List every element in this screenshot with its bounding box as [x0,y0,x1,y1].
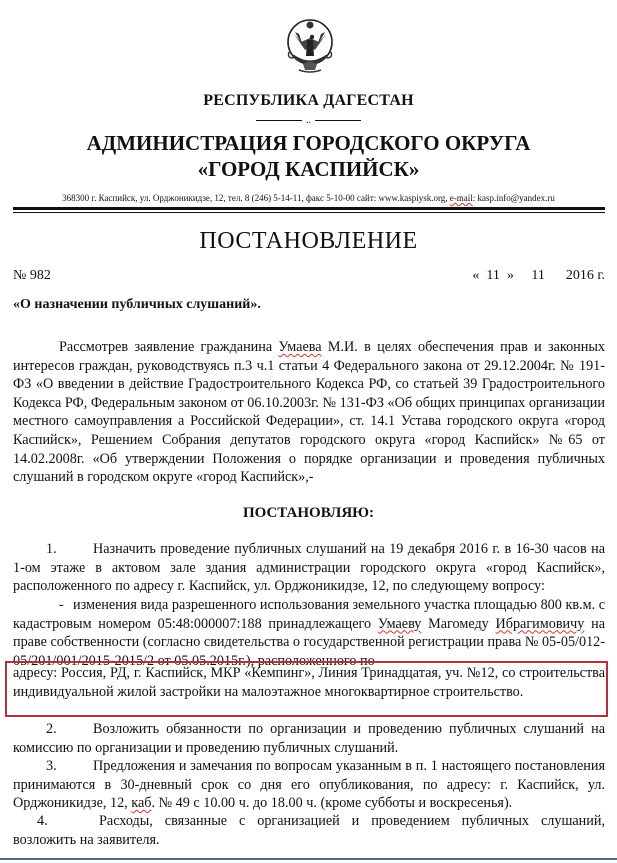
republic-name: РЕСПУБЛИКА ДАГЕСТАН [203,92,414,109]
administration-title-line1: АДМИНИСТРАЦИЯ ГОРОДСКОГО ОКРУГА [86,131,531,155]
item-number: 4. [37,813,48,829]
contacts-email: : kasp.info@yandex.ru [472,193,555,203]
header-rule-thick [13,207,605,210]
subitem-text: Магомеду [421,615,496,632]
item-text: Назначить проведение публичных слушаний на 19 декабря 2016 г. в 16-30 часов на 1-ом этаже в актовом зале здания администрации городского округа «город Каспийск», расположенного по адресу г. Каспийск, ул. Орджоникидзе, 12, по следующему вопросу: [13,541,605,595]
item-3 [13,757,605,813]
contacts-email-label: e-mail [449,193,473,203]
header-rule-thin [13,212,605,213]
coat-of-arms-icon [285,12,335,76]
contacts-line [0,193,617,203]
document-number: № 982 [13,268,51,283]
separator-dots: .. [306,114,311,126]
item-1-subitem [13,596,605,670]
document-date: « 11 » 11 2016 г. [472,268,605,283]
item-number: 1. [46,541,57,557]
document-subject: «О назначении публичных слушаний». [13,297,261,312]
separator-line [315,120,361,121]
item-2 [13,720,605,757]
highlighted-address-text: адресу: Россия, РД, г. Каспийск, МКР «Кемпинг», Линия Тринадцатая, уч. №12, со строительства индивидуальной жилой застройки на малоэтажное многоквартирное строительство. [13,665,605,700]
item-text: Возложить обязанности по организации и проведению публичных слушаний на комиссию по организации и проведению публичных слушаний. [13,721,605,756]
item-number: 3. [46,758,57,774]
intro-text-rest: М.И. в целях обеспечения прав и законных интересов граждан, руководствуясь п.3 ч.1 статьи 4 Федерального закона от 29.12.2004г. № 191-ФЗ «О введении в действие Градостроительного Кодекса РФ, со статьей 39 Градостроительного Кодекса РФ, Федеральным законом от 06.10.2003г. № 131-ФЗ «Об общих принципах организации местного самоуправления а Российской Федерации», ст. 14.1 Устава городского округа «город Каспийск», Решением Собрания депутатов городского округа «город Каспийск» №65 от 14.02.2008г. «Об утверждении Положения о порядке организации и проведения публичных слушаний в городском округе «город Каспийск»,- [13,339,605,486]
item-text: Предложения и замечания по вопросам указанным в п. 1 настоящего постановления принимаются в 30-дневный срок со дня его опубликования, по адресу: г. Каспийск, ул. Орджоникидзе, 12, [13,758,605,812]
document-type-title: ПОСТАНОВЛЕНИЕ [199,228,418,254]
owner-last-name: Умаеву [377,615,422,632]
intro-text: Рассмотрев заявление гражданина [59,339,279,355]
subitem-text: изменения вида разрешенного использования земельного участка площадью 800 кв.м. с кадастровым номером 05:48:000007:188 принадлежащего [13,597,605,632]
decree-heading: ПОСТАНОВЛЯЮ: [242,505,375,521]
item-1 [13,540,605,596]
page-bottom-border [0,858,617,860]
subitem-dash: - [59,597,64,613]
separator-line [256,120,302,121]
item-text-abbrev: каб [131,795,152,812]
item-text: Расходы, связанные с организацией и проведением публичных слушаний, возложить на заявителя. [13,813,605,848]
contacts-address: 368300 г. Каспийск, ул. Орджоникидзе, 12, тел. 8 (246) 5-14-11, факс 5-10-00 сайт: www.kaspiysk.org, [62,193,450,203]
subitem-text: на праве собственности (согласно свидетельства о государственной регистрации права № 05-05/012-05/201/001/2015-2015/2 от 05.05.2015г.), расположенного по [13,615,605,669]
item-text: . № 49 с 10.00 ч. до 18.00 ч. (кроме субботы и воскресенья). [151,795,513,812]
item-number: 2. [46,721,57,737]
item-4 [13,812,605,849]
applicant-name: Умаева [278,339,322,355]
owner-patronymic: Ибрагимовичу [495,615,585,632]
administration-title-line2: «ГОРОД КАСПИЙСК» [197,157,420,181]
header-separator [0,112,617,126]
intro-paragraph [13,338,605,487]
